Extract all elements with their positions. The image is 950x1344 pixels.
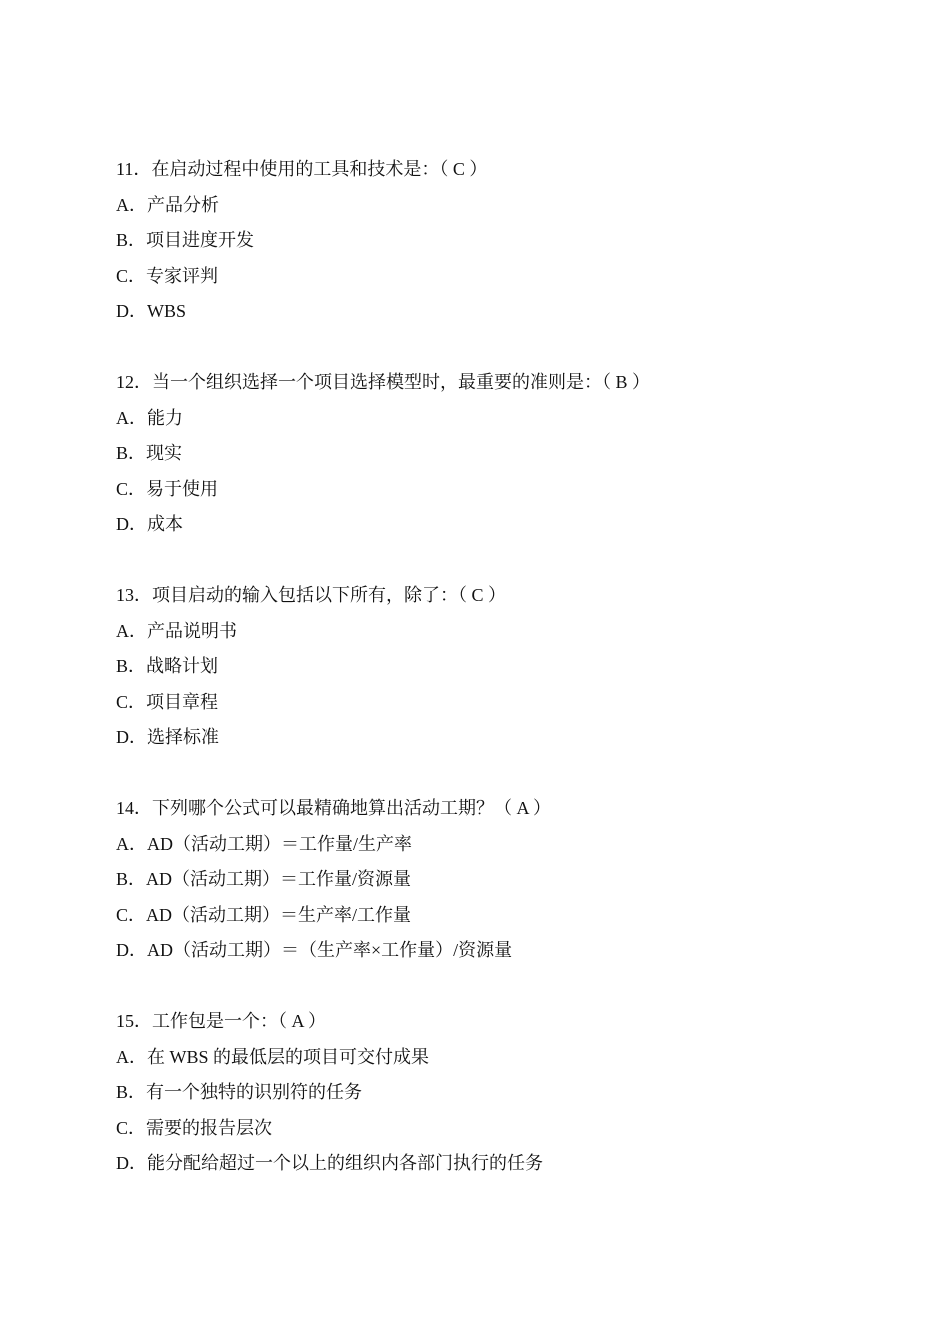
question-13 — [116, 578, 896, 756]
question-number: 14． — [116, 798, 152, 818]
option-text: AD（活动工期）＝工作量/生产率 — [147, 833, 412, 854]
question-text: 下列哪个公式可以最精确地算出活动工期？（ A ） — [152, 798, 552, 818]
question-text: 项目启动的输入包括以下所有，除了：（ C ） — [152, 585, 507, 605]
option-letter: A． — [116, 620, 147, 641]
question-12 — [116, 365, 896, 543]
option-d — [116, 294, 896, 330]
option-letter: B． — [116, 443, 147, 463]
option-a — [116, 614, 896, 650]
option-letter: B． — [116, 869, 147, 889]
option-letter: A． — [116, 1046, 147, 1067]
option-letter: A． — [116, 407, 147, 428]
question-number: 11． — [116, 159, 152, 179]
option-a — [116, 827, 896, 863]
option-text: 项目进度开发 — [146, 230, 255, 250]
option-letter: D． — [116, 940, 147, 960]
option-letter: C． — [116, 904, 147, 925]
option-text: AD（活动工期）＝生产率/工作量 — [146, 904, 412, 925]
option-b — [116, 649, 896, 685]
option-letter: C． — [116, 691, 147, 712]
question-number: 15． — [116, 1011, 152, 1031]
question-list — [116, 152, 896, 1182]
option-text: 能力 — [147, 407, 183, 428]
option-letter: A． — [116, 194, 147, 215]
option-d — [116, 1146, 896, 1182]
option-c — [116, 1111, 896, 1147]
option-d — [116, 507, 896, 543]
option-text: 项目章程 — [146, 691, 219, 712]
question-11 — [116, 152, 896, 330]
option-text: WBS — [147, 301, 187, 321]
question-stem — [116, 1004, 896, 1040]
question-text: 工作包是一个：（ A ） — [152, 1011, 327, 1031]
option-letter: C． — [116, 265, 147, 286]
option-text: 战略计划 — [146, 656, 219, 676]
option-text: 成本 — [147, 514, 183, 534]
option-letter: B． — [116, 656, 147, 676]
option-b — [116, 223, 896, 259]
option-text: AD（活动工期）＝工作量/资源量 — [146, 869, 412, 889]
option-letter: B． — [116, 230, 147, 250]
option-text: 在 WBS 的最低层的项目可交付成果 — [147, 1046, 430, 1067]
option-c — [116, 472, 896, 508]
question-text: 当一个组织选择一个项目选择模型时，最重要的准则是：（ B ） — [152, 372, 651, 392]
option-text: 选择标准 — [147, 727, 219, 747]
option-letter: D． — [116, 1153, 147, 1173]
option-letter: D． — [116, 514, 147, 534]
question-stem — [116, 791, 896, 827]
question-stem — [116, 152, 896, 188]
question-text: 在启动过程中使用的工具和技术是：（ C ） — [151, 159, 488, 179]
option-b — [116, 1075, 896, 1111]
option-a — [116, 188, 896, 224]
option-text: 现实 — [146, 443, 183, 463]
option-a — [116, 401, 896, 437]
option-a — [116, 1040, 896, 1076]
option-letter: C． — [116, 478, 147, 499]
option-text: 需要的报告层次 — [146, 1117, 273, 1138]
question-number: 13． — [116, 585, 152, 605]
option-letter: D． — [116, 727, 147, 747]
option-c — [116, 685, 896, 721]
option-letter: A． — [116, 833, 147, 854]
option-letter: B． — [116, 1082, 147, 1102]
option-d — [116, 933, 896, 969]
option-text: AD（活动工期）＝（生产率×工作量）/资源量 — [147, 940, 513, 960]
option-d — [116, 720, 896, 756]
option-c — [116, 898, 896, 934]
option-text: 产品分析 — [147, 194, 219, 215]
option-text: 专家评判 — [146, 265, 219, 286]
option-b — [116, 862, 896, 898]
question-15 — [116, 1004, 896, 1182]
question-stem — [116, 365, 896, 401]
option-text: 产品说明书 — [147, 620, 237, 641]
option-text: 能分配给超过一个以上的组织内各部门执行的任务 — [147, 1153, 543, 1173]
option-letter: D． — [116, 301, 147, 321]
option-c — [116, 259, 896, 295]
question-stem — [116, 578, 896, 614]
question-14 — [116, 791, 896, 969]
option-text: 易于使用 — [146, 478, 219, 499]
option-text: 有一个独特的识别符的任务 — [146, 1082, 363, 1102]
option-b — [116, 436, 896, 472]
question-number: 12． — [116, 372, 152, 392]
option-letter: C． — [116, 1117, 147, 1138]
